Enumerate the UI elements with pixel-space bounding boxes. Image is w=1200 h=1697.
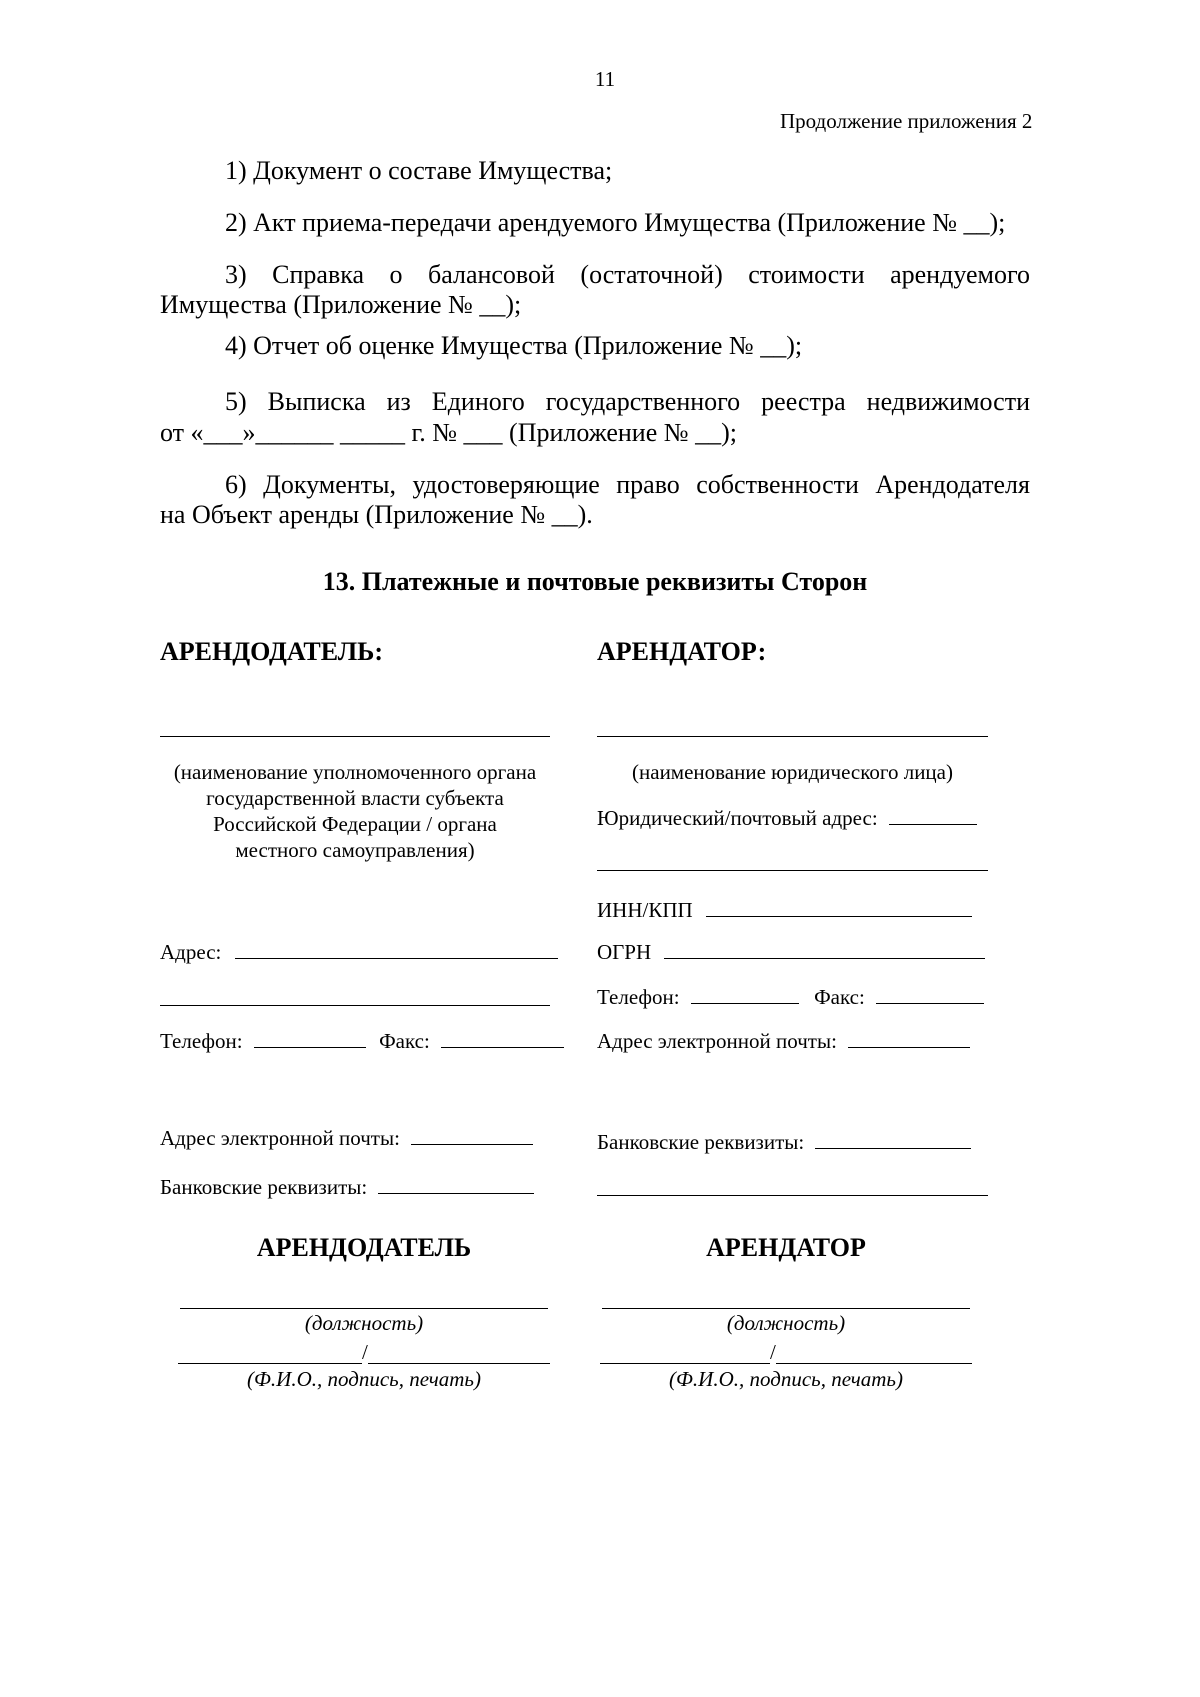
landlord-phone-label: Телефон: [160, 1029, 243, 1053]
landlord-bank-field[interactable] [378, 1173, 534, 1194]
list-item-6-line-2: на Объект аренды (Приложение № __). [160, 500, 593, 529]
tenant-fio-caption: (Ф.И.О., подпись, печать) [669, 1367, 903, 1391]
landlord-name-caption [160, 759, 550, 863]
landlord-signature-title: АРЕНДОДАТЕЛЬ [256, 1233, 472, 1262]
landlord-position-caption: (должность) [304, 1311, 424, 1335]
list-item-3-line-2: Имущества (Приложение № __); [160, 290, 522, 319]
landlord-fax-label: Факс: [379, 1029, 430, 1053]
landlord-name-caption-line-2: государственной власти субъекта [206, 786, 504, 810]
tenant-signature-slash: / [770, 1340, 776, 1364]
tenant-phone-label: Телефон: [597, 985, 680, 1009]
landlord-bank-label: Банковские реквизиты: [160, 1175, 368, 1199]
tenant-signature-title: АРЕНДАТОР [706, 1233, 866, 1262]
landlord-email-field[interactable] [411, 1124, 533, 1145]
tenant-inn-field[interactable] [706, 896, 972, 917]
page-number: 11 [594, 67, 616, 91]
tenant-bank-line-2[interactable] [597, 1195, 988, 1196]
landlord-phone-fax-row [160, 1027, 564, 1055]
tenant-ogrn-field[interactable] [664, 938, 985, 959]
tenant-ogrn-row [597, 938, 985, 966]
landlord-phone-field[interactable] [254, 1027, 366, 1048]
tenant-heading: АРЕНДАТОР: [597, 637, 767, 666]
tenant-address-line-2[interactable] [597, 870, 988, 871]
tenant-address-label: Юридический/почтовый адрес: [597, 806, 878, 830]
landlord-address-field[interactable] [235, 938, 558, 959]
landlord-name-caption-line-3: Российской Федерации / органа [213, 812, 497, 836]
landlord-bank-row [160, 1173, 534, 1201]
landlord-address-line-2[interactable] [160, 1005, 550, 1006]
landlord-name-caption-line-1: (наименование уполномоченного органа [173, 760, 537, 784]
landlord-fio-line[interactable] [178, 1363, 362, 1364]
list-item-5-line-1: 5) Выписка из Единого государственного реестра недвижимости [225, 387, 1030, 416]
list-item-2: 2) Акт приема-передачи арендуемого Имущества (Приложение № __); [225, 208, 1006, 237]
tenant-email-label: Адрес электронной почты: [597, 1029, 837, 1053]
tenant-bank-row [597, 1128, 971, 1156]
list-item-5-line-2: от «___»______ _____ г. № ___ (Приложение № __); [160, 418, 737, 447]
landlord-heading: АРЕНДОДАТЕЛЬ: [160, 637, 383, 666]
list-item-3-line-1: 3) Справка о балансовой (остаточной) стоимости арендуемого [225, 260, 1030, 289]
tenant-sign-line[interactable] [776, 1363, 972, 1364]
tenant-fax-label: Факс: [814, 985, 865, 1009]
landlord-address-label: Адрес: [160, 940, 222, 964]
landlord-sign-line[interactable] [368, 1363, 550, 1364]
landlord-signature-slash: / [362, 1340, 368, 1364]
tenant-email-row [597, 1027, 970, 1055]
tenant-bank-label: Банковские реквизиты: [597, 1130, 805, 1154]
list-item-4: 4) Отчет об оценке Имущества (Приложение № __); [225, 331, 803, 360]
list-item-6-line-1: 6) Документы, удостоверяющие право собственности Арендодателя [225, 470, 1030, 499]
tenant-position-caption: (должность) [726, 1311, 846, 1335]
landlord-email-label: Адрес электронной почты: [160, 1126, 400, 1150]
landlord-name-caption-line-4: местного самоуправления) [235, 838, 475, 862]
tenant-email-field[interactable] [848, 1027, 970, 1048]
tenant-fio-line[interactable] [600, 1363, 770, 1364]
tenant-inn-label: ИНН/КПП [597, 898, 693, 922]
landlord-fio-caption: (Ф.И.О., подпись, печать) [247, 1367, 481, 1391]
tenant-address-field[interactable] [889, 804, 977, 825]
tenant-ogrn-label: ОГРН [597, 940, 652, 964]
tenant-address-row [597, 804, 977, 832]
list-item-1: 1) Документ о составе Имущества; [225, 156, 613, 185]
landlord-address-row [160, 938, 558, 966]
section-title: 13. Платежные и почтовые реквизиты Сторон [322, 567, 868, 596]
tenant-fax-field[interactable] [876, 983, 984, 1004]
landlord-fax-field[interactable] [441, 1027, 564, 1048]
tenant-phone-fax-row [597, 983, 984, 1011]
tenant-phone-field[interactable] [691, 983, 799, 1004]
appendix-continuation: Продолжение приложения 2 [780, 109, 1033, 133]
tenant-inn-row [597, 896, 972, 924]
tenant-bank-field[interactable] [815, 1128, 971, 1149]
tenant-position-line[interactable] [602, 1308, 970, 1309]
tenant-name-caption: (наименование юридического лица) [632, 760, 953, 784]
landlord-name-line [160, 736, 550, 737]
landlord-email-row [160, 1124, 533, 1152]
landlord-position-line[interactable] [180, 1308, 548, 1309]
tenant-name-line [597, 736, 988, 737]
